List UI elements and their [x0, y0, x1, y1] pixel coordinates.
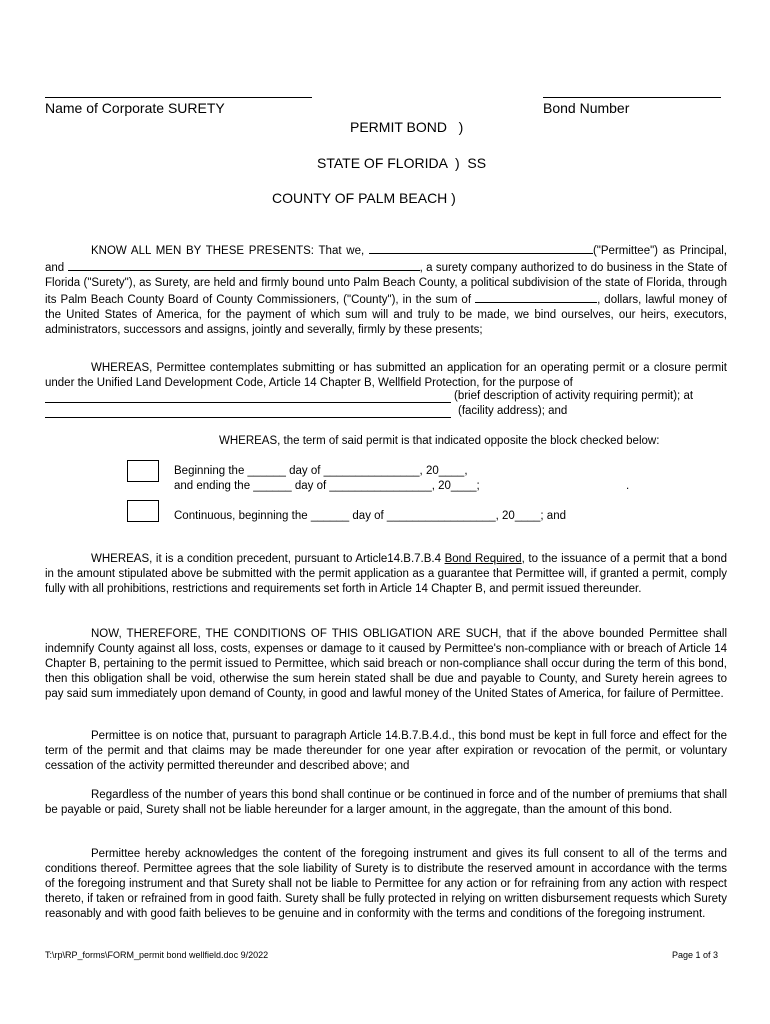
para4-text: NOW, THEREFORE, THE CONDITIONS OF THIS OBLIGATION ARE SUCH, that if the above bounded Permittee shall indemnify County against all loss, costs, expenses or damage to it caused by Permittee's non-compliance with or breach of Article 14 Chapter B, pertaining to the permit issued to Permittee, which said breach or non-compliance shall occur during the term of this bond, then this obligation shall be void, otherwise the sum herein stated shall be due and payable to County, and Surety herein agrees to pay said sum immediately upon demand of County, in good and lawful money of the United States of America, for failure of Permittee. — [45, 628, 727, 700]
activity-description-label: (brief description of activity requiring permit); at — [454, 390, 694, 402]
title-county: COUNTY OF PALM BEACH ) — [272, 190, 456, 206]
para5-text: Permittee is on notice that, pursuant to paragraph Article 14.B.7.B.4.d., this bond must be kept in full force and effect for the term of the permit and that claims may be made thereunder for one year after expiration or revocation of the permit, or voluntary cessation of the activity permitted thereunder and described above; and — [45, 730, 727, 772]
para1-text-2: ("Permittee") as — [592, 245, 675, 257]
para2-text: WHEREAS, Permittee contemplates submitting or has submitted an application for an operating permit or a closure permit under the Unified Land Development Code, Article 14 Chapter B, Wellfield Protection, for the purpose of — [45, 362, 727, 389]
sum-amount-blank[interactable] — [475, 291, 597, 303]
para1-text-4: , a surety company authorized to do business in the State of Florida ("Surety"), as Surety, are held and firmly bound unto Palm Beach County, a political subdivision of the state of Florida, through its Palm Beach County Board of County Commissioners, ("County"), in the sum of — [45, 262, 727, 306]
term-fixed-line1: Beginning the ______ day of _______________, 20____, — [174, 465, 468, 477]
know-all-men-paragraph — [45, 242, 727, 338]
para1-text-5: , dollars, lawful money of the United States of America, for the payment of which sum will and truly to be made, we bind ourselves, our heirs, executors, administrators, successors and assigns, jointly and severally, firmly by these presents; — [45, 294, 727, 336]
para7-text: Permittee hereby acknowledges the content of the foregoing instrument and gives its full consent to all of the terms and conditions thereof. Permittee agrees that the sole liability of Surety is to distribute the reserved amount in accordance with the terms of the foregoing instrument and that Surety shall not be liable to Permittee for any action or for refraining from any action with respect thereto, if taken or refrained from in good faith. Surety shall be fully protected in relying on written disbursement requests which Surety reasonably and with good faith believes to be genuine and in conformity with the terms and conditions of the foregoing instrument. — [45, 848, 727, 920]
term-fixed-checkbox[interactable] — [127, 460, 159, 482]
whereas-condition-paragraph — [45, 552, 727, 597]
footer-page-number: Page 1 of 3 — [672, 950, 719, 960]
notice-paragraph — [45, 729, 727, 774]
regardless-paragraph — [45, 788, 727, 818]
term-continuous-checkbox[interactable] — [127, 500, 159, 522]
activity-description-line[interactable] — [45, 402, 451, 403]
bond-number-line — [543, 97, 721, 98]
para1-text-1: KNOW ALL MEN BY THESE PRESENTS: That we, — [91, 245, 365, 257]
para3-text-1: WHEREAS, it is a condition precedent, pursuant to Article14.B.7.B.4 — [91, 553, 442, 565]
title-state: STATE OF FLORIDA ) SS — [317, 155, 487, 171]
bond-number-label: Bond Number — [543, 100, 630, 116]
permittee-name-blank[interactable] — [369, 242, 593, 254]
whereas-application-paragraph — [45, 361, 727, 391]
surety-label: Name of Corporate SURETY — [45, 100, 225, 116]
term-continuous-line: Continuous, beginning the ______ day of _________________, 20____; and — [174, 510, 566, 522]
term-fixed-line2: and ending the ______ day of ________________, 20____; — [174, 480, 480, 492]
facility-address-line[interactable] — [45, 417, 451, 418]
facility-address-label: (facility address); and — [458, 405, 568, 417]
title-permit-bond: PERMIT BOND ) — [350, 119, 464, 135]
para1-text-3: Principal, and — [45, 245, 727, 274]
para6-text: Regardless of the number of years this bond shall continue or be continued in force and of the number of premiums that shall be payable or paid, Surety shall not be liable hereunder for a larger amount, in the aggregate, than the amount of this bond. — [45, 789, 727, 816]
surety-name-blank[interactable] — [68, 259, 420, 271]
bond-required-reference: Bond Required — [444, 553, 522, 565]
acknowledgement-paragraph — [45, 847, 727, 922]
para3-text-2: , to the issuance of a permit that a bond in the amount stipulated above be submitted with the permit application as a guarantee that Permittee will, if granted a permit, comply fully with all prohibitions, restrictions and requirements set forth in Article 14 Chapter B, and permit issued thereunder. — [45, 553, 727, 595]
now-therefore-paragraph — [45, 627, 727, 702]
term-fixed-period: . — [626, 480, 630, 492]
term-intro: WHEREAS, the term of said permit is that indicated opposite the block checked below: — [219, 435, 660, 447]
surety-signature-line — [45, 97, 312, 98]
footer-file-path: T:\rp\RP_forms\FORM_permit bond wellfield.doc 9/2022 — [45, 950, 269, 960]
